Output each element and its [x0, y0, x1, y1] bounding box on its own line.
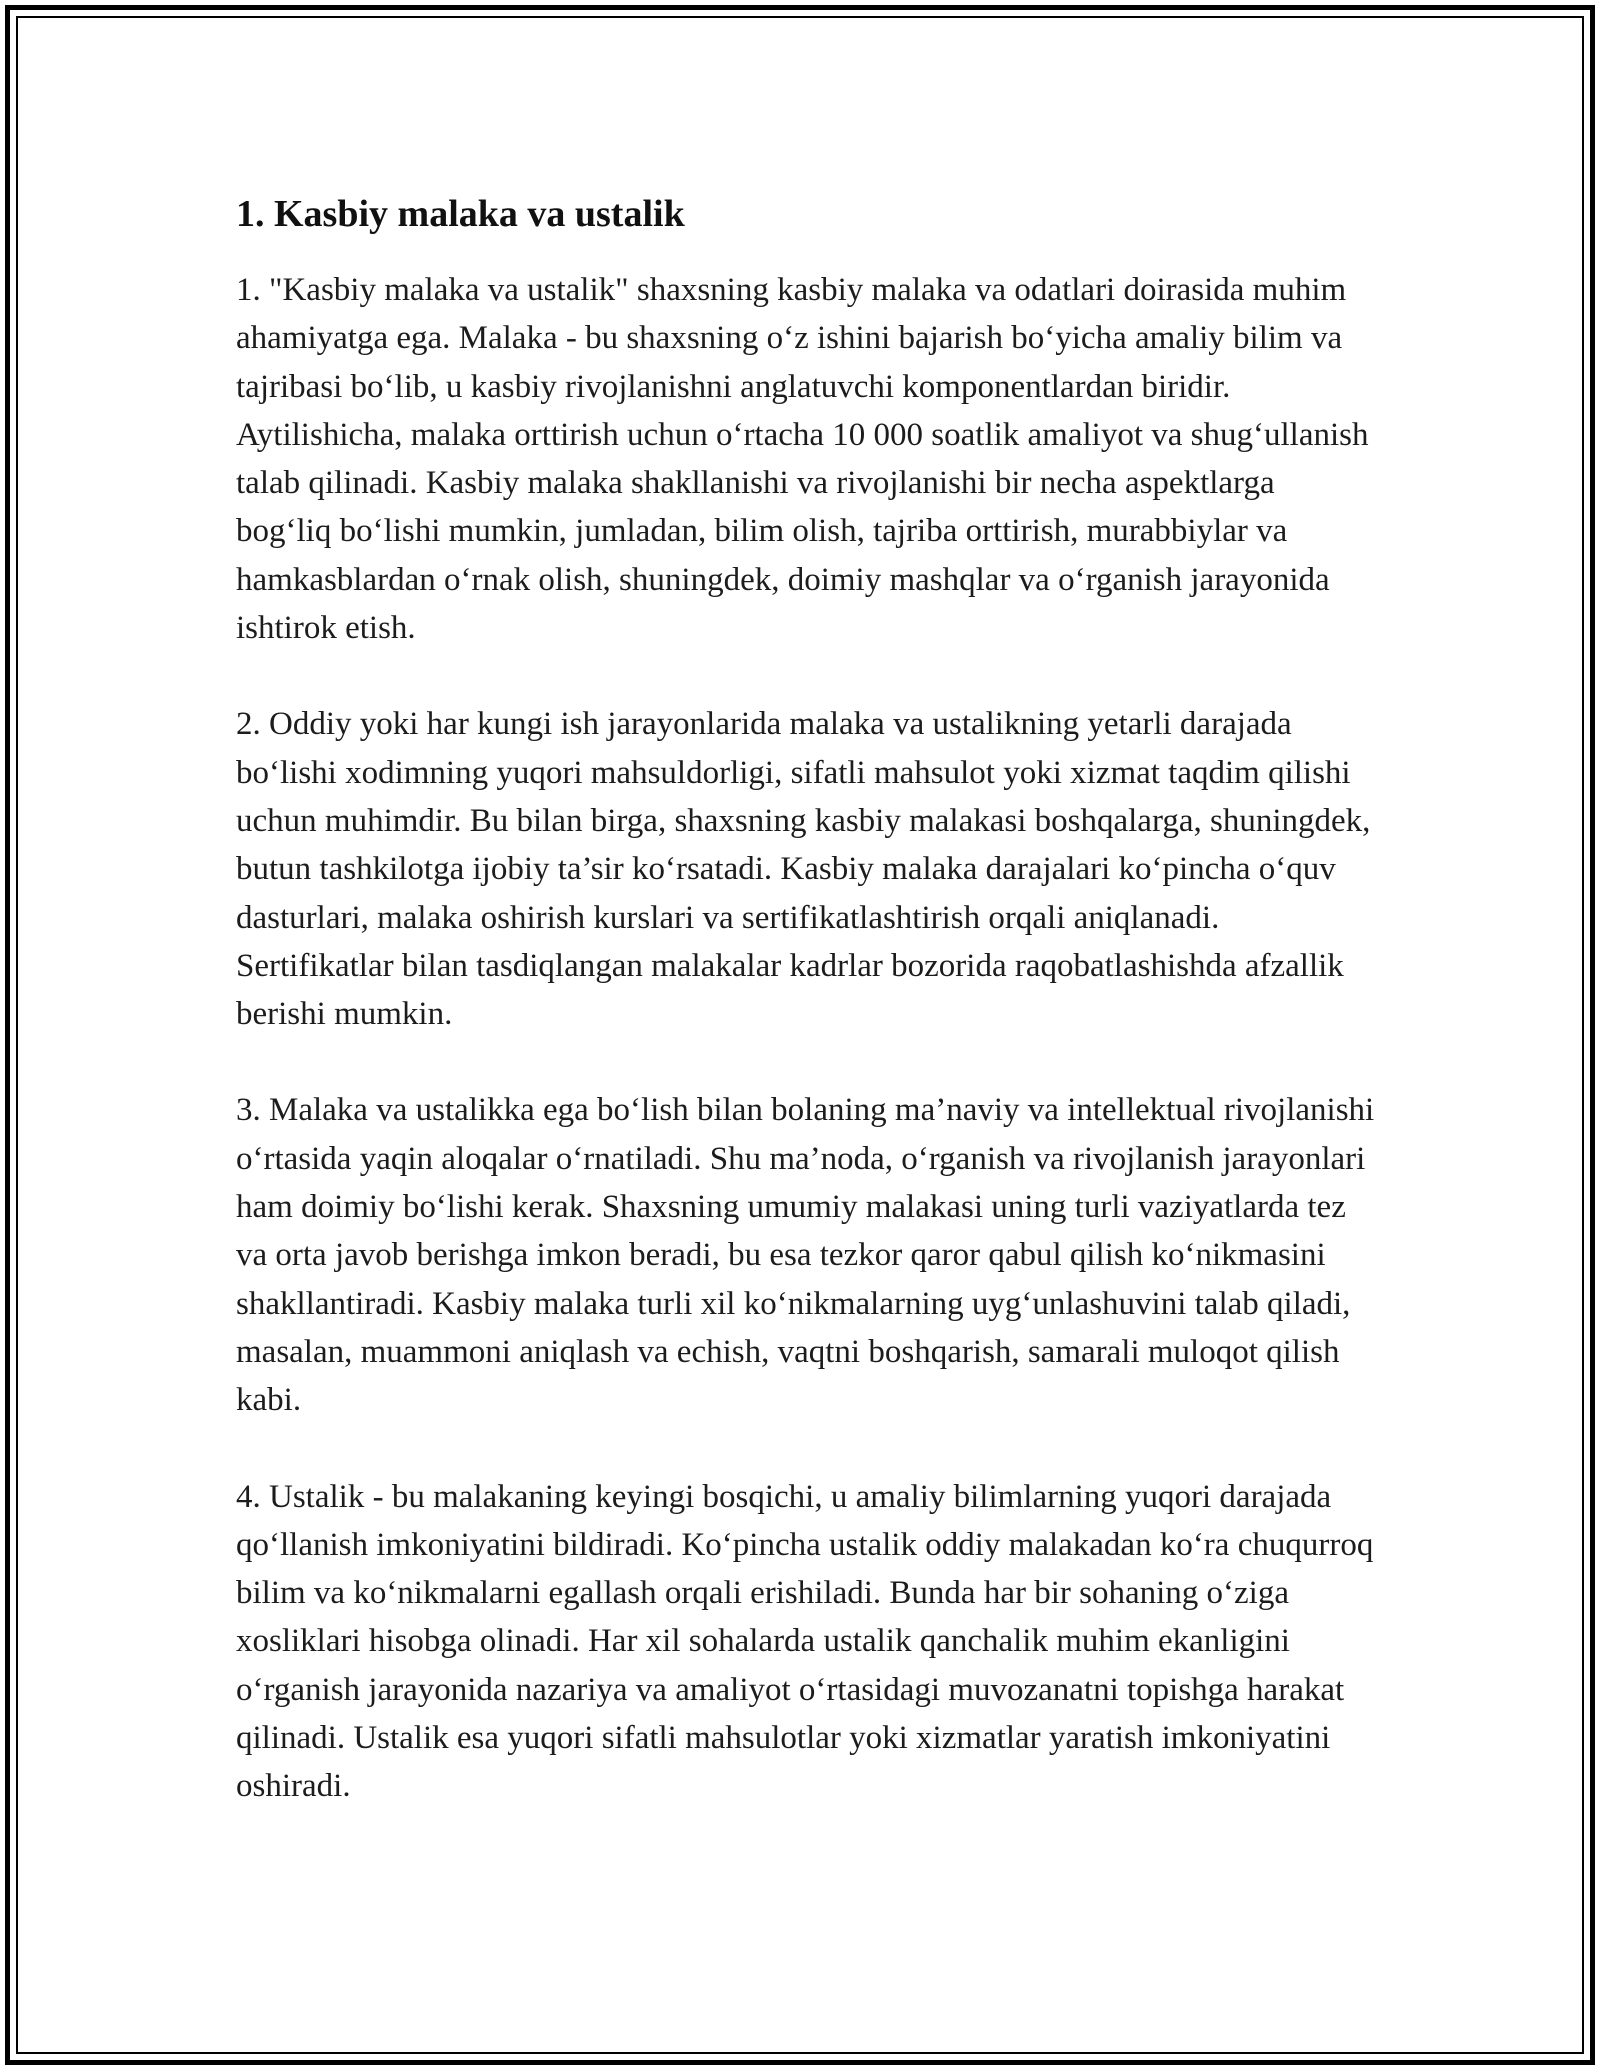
paragraph-3: 3. Malaka va ustalikka ega bo‘lish bilan bolaning ma’naviy va intellektual rivojlanishi o‘rtasida yaqin aloqalar o‘rnatiladi. Shu ma’noda, o‘rganish va rivojlanish jarayonlari ham doimiy bo‘lishi kerak. Shaxsning umumiy malakasi uning turli vaziyatlarda tez va orta javob berishga imkon beradi, bu esa tezkor qaror qabul qilish ko‘nikmasini shakllantiradi. Kasbiy malaka turli xil ko‘nikmalarning uyg‘unlashuvini talab qiladi, masalan, muammoni aniqlash va echish, vaqtni boshqarish, samarali muloqot qilish kabi.	[236, 1092, 1375, 1419]
paragraph-2: 2. Oddiy yoki har kungi ish jarayonlarida malaka va ustalikning yetarli darajada bo‘lishi xodimning yuqori mahsuldorligi, sifatli mahsulot yoki xizmat taqdim qilishi uchun muhimdir. Bu bilan birga, shaxsning kasbiy malakasi boshqalarga, shuningdek, butun tashkilotga ijobiy ta’sir ko‘rsatadi. Kasbiy malaka darajalari ko‘pincha o‘quv dasturlari, malaka oshirish kurslari va sertifikatlashtirish orqali aniqlanadi. Sertifikatlar bilan tasdiqlangan malakalar kadrlar bozorida raqobatlashishda afzallik berishi mumkin.	[236, 706, 1371, 1033]
page-title: 1. Kasbiy malaka va ustalik	[236, 193, 685, 235]
paragraph-4: 4. Ustalik - bu malakaning keyingi bosqichi, u amaliy bilimlarning yuqori darajada qo‘llanish imkoniyatini bildiradi. Ko‘pincha ustalik oddiy malakadan ko‘ra chuqurroq bilim va ko‘nikmalarni egallash orqali erishiladi. Bunda har bir sohaning o‘ziga xosliklari hisobga olinadi. Har xil sohalarda ustalik qanchalik muhim ekanligini o‘rganish jarayonida nazariya va amaliyot o‘rtasidagi muvozanatni topishga harakat qilinadi. Ustalik esa yuqori sifatli mahsulotlar yoki xizmatlar yaratish imkoniyatini oshiradi.	[236, 1478, 1374, 1805]
document-body	[236, 186, 1376, 1859]
paragraph-1: 1. "Kasbiy malaka va ustalik" shaxsning kasbiy malaka va odatlari doirasida muhim ahamiyatga ega. Malaka - bu shaxsning o‘z ishini bajarish bo‘yicha amaliy bilim va tajribasi bo‘lib, u kasbiy rivojlanishni anglatuvchi komponentlardan biridir. Aytilishicha, malaka orttirish uchun o‘rtacha 10 000 soatlik amaliyot va shug‘ullanish talab qilinadi. Kasbiy malaka shakllanishi va rivojlanishi bir necha aspektlarga bog‘liq bo‘lishi mumkin, jumladan, bilim olish, tajriba orttirish, murabbiylar va hamkasblardan o‘rnak olish, shuningdek, doimiy mashqlar va o‘rganish jarayonida ishtirok etish.	[236, 272, 1369, 647]
